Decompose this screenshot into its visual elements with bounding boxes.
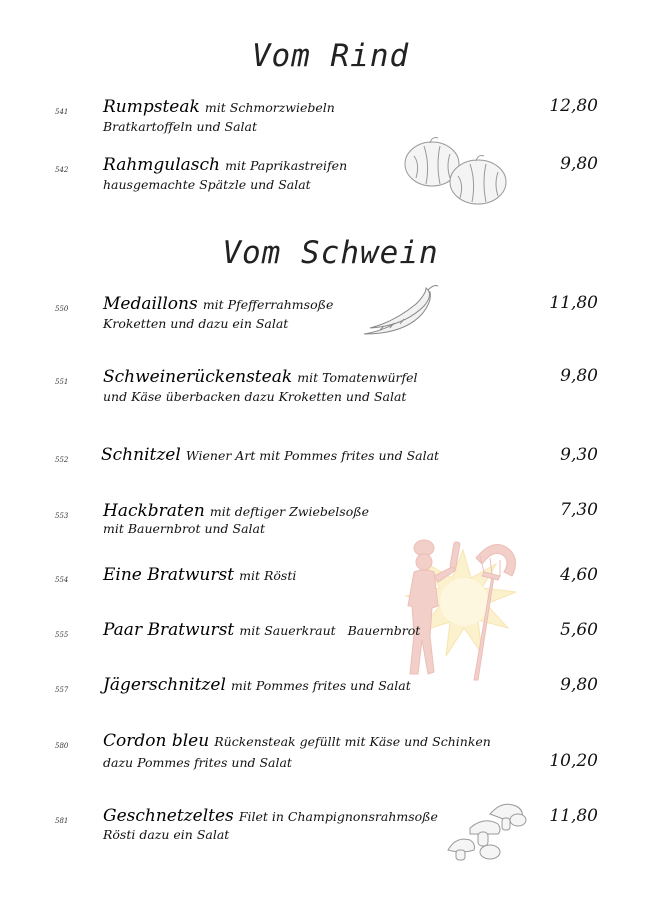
- item-price: 11,80: [549, 293, 598, 313]
- item-description: mit Schmorzwiebeln: [204, 100, 335, 115]
- item-description-line2: dazu Pommes frites und Salat: [103, 755, 292, 770]
- item-number: 541: [55, 108, 69, 116]
- item-price: 9,30: [560, 445, 598, 465]
- item-price: 5,60: [560, 620, 598, 640]
- item-number: 581: [55, 817, 69, 825]
- item-price: 12,80: [549, 96, 598, 116]
- item-description: mit Pommes frites und Salat: [230, 678, 411, 693]
- item-line: [103, 806, 438, 826]
- item-name: Rumpsteak: [103, 97, 200, 117]
- item-line: [103, 155, 347, 175]
- item-description: mit Sauerkraut Bauernbrot: [239, 623, 421, 638]
- item-line: [103, 501, 369, 521]
- item-line: [101, 445, 439, 465]
- item-price: 7,30: [560, 500, 598, 520]
- item-name: Cordon bleu: [103, 731, 210, 751]
- item-name: Jägerschnitzel: [103, 675, 226, 695]
- item-line: [103, 294, 333, 314]
- item-description-line2: und Käse überbacken dazu Kroketten und Salat: [103, 389, 407, 404]
- item-number: 550: [55, 305, 69, 313]
- item-line: [103, 565, 296, 585]
- item-description-line2: Rösti dazu ein Salat: [103, 827, 230, 842]
- item-price: 9,80: [560, 366, 598, 386]
- item-number: 553: [55, 512, 69, 520]
- section-title-rind: Vom Rind: [251, 38, 410, 74]
- item-line: [103, 97, 335, 117]
- item-description-line2: Bratkartoffeln und Salat: [103, 119, 258, 134]
- item-number: 557: [55, 686, 69, 694]
- item-description: mit Tomatenwürfel: [297, 370, 418, 385]
- item-line: [103, 731, 491, 751]
- item-number: 542: [55, 166, 69, 174]
- mushroom-icon: [444, 798, 530, 864]
- item-price: 10,20: [549, 751, 598, 771]
- item-description-line2: Kroketten und dazu ein Salat: [103, 316, 289, 331]
- item-number: 555: [55, 631, 69, 639]
- item-number: 551: [55, 378, 69, 386]
- item-name: Rahmgulasch: [103, 155, 220, 175]
- item-name: Schweinerückensteak: [103, 367, 293, 387]
- item-description-line2: mit Bauernbrot und Salat: [103, 521, 266, 536]
- item-description: Filet in Champignonsrahmsoße: [238, 809, 438, 824]
- item-price: 4,60: [560, 565, 598, 585]
- item-line: [103, 367, 418, 387]
- item-price: 11,80: [549, 806, 598, 826]
- item-name: Geschnetzeltes: [103, 806, 234, 826]
- item-description: mit Pfefferrahmsoße: [202, 297, 334, 312]
- chili-pepper-icon: [360, 282, 442, 340]
- item-number: 552: [55, 456, 69, 464]
- item-description: mit Paprikastreifen: [225, 158, 348, 173]
- item-description: Rückensteak gefüllt mit Käse und Schinken: [214, 734, 491, 749]
- pumpkin-icon: [400, 136, 512, 208]
- item-description-line2: hausgemachte Spätzle und Salat: [103, 177, 311, 192]
- item-price: 9,80: [560, 675, 598, 695]
- item-description: mit Rösti: [239, 568, 297, 583]
- item-name: Paar Bratwurst: [103, 620, 235, 640]
- item-name: Eine Bratwurst: [103, 565, 235, 585]
- grill-chef-icon: [398, 536, 528, 686]
- item-number: 580: [55, 742, 69, 750]
- section-title-schwein: Vom Schwein: [222, 235, 439, 271]
- item-name: Medaillons: [103, 294, 198, 314]
- item-number: 554: [55, 576, 69, 584]
- item-price: 9,80: [560, 154, 598, 174]
- item-name: Hackbraten: [103, 501, 205, 521]
- item-line: [103, 620, 420, 640]
- item-description: Wiener Art mit Pommes frites und Salat: [185, 448, 440, 463]
- item-line: [103, 675, 411, 695]
- item-description: mit deftiger Zwiebelsoße: [209, 504, 369, 519]
- item-name: Schnitzel: [101, 445, 181, 465]
